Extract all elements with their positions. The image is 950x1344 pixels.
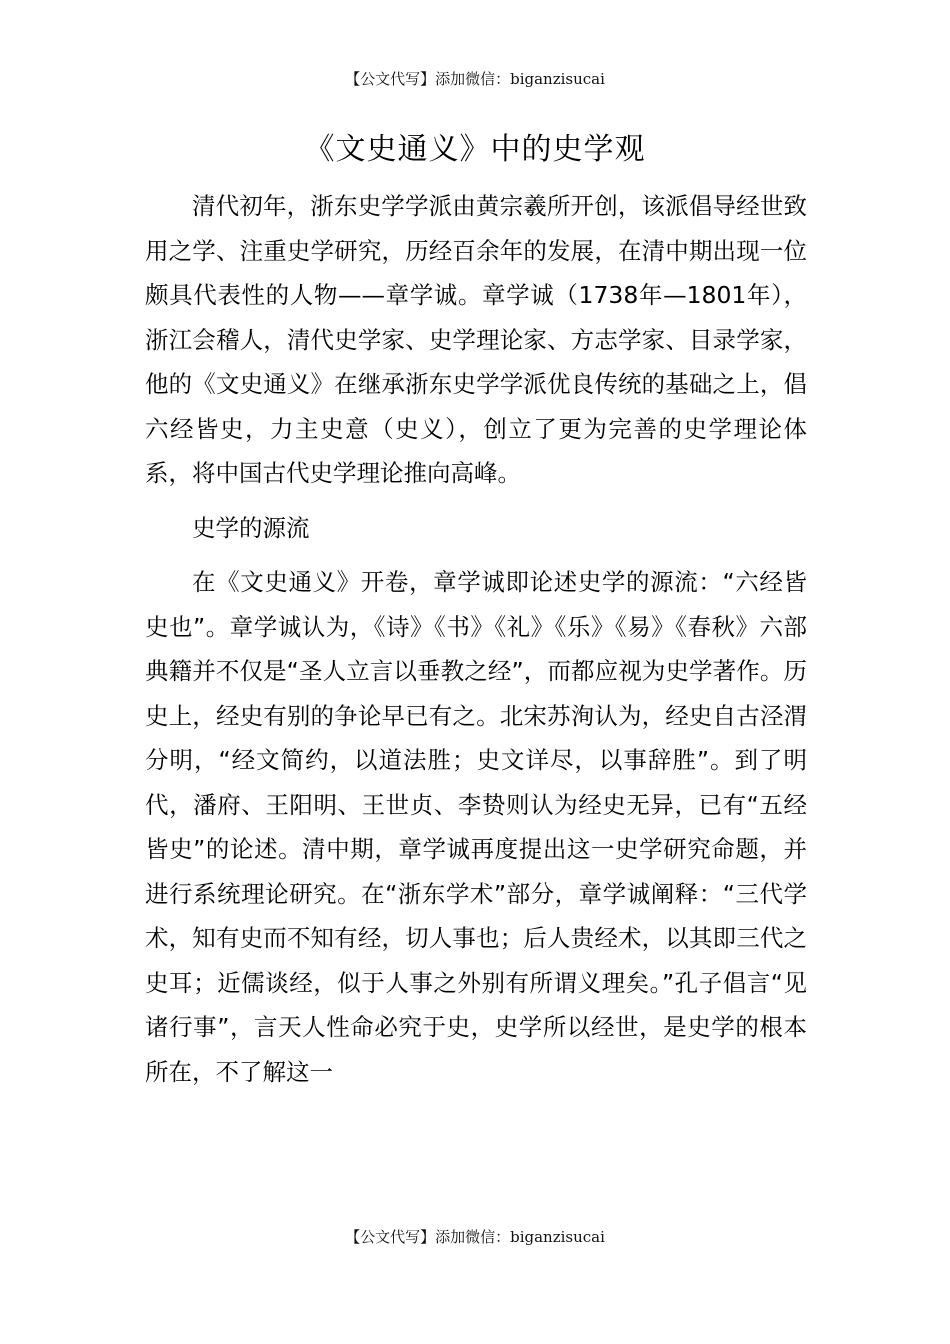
- page-title: 《文史通义》中的史学观: [304, 132, 646, 167]
- footer-watermark-note: 【公文代写】添加微信：biganzisucai: [345, 1228, 605, 1246]
- intro-paragraph: 清代初年，浙东史学学派由黄宗羲所开创，该派倡导经世致用之学、注重史学研究，历经百余年的发展，在清中期出现一位颇具代表性的人物——章学诚。章学诚（1738年—1801年），浙江会稽人，清代史学家、史学理论家、方志学家、目录学家，他的《文史通义》在继承浙东史学学派优良传统的基础之上，倡六经皆史，力主史意（史义），创立了更为完善的史学理论体系，将中国古代史学理论推向高峰。: [145, 192, 807, 487]
- section-heading: 史学的源流: [192, 513, 310, 542]
- body-paragraph: 在《文史通义》开卷，章学诚即论述史学的源流：“六经皆史也”。章学诚认为，《诗》《书》《礼》《乐》《易》《春秋》六部典籍并不仅是“圣人立言以垂教之经”，而都应视为史学著作。历史上，经史有别的争论早已有之。北宋苏洵认为，经史自古泾渭分明，“经文简约，以道法胜；史文详尽，以事辞胜”。到了明代，潘府、王阳明、王世贞、李贽则认为经史无异，已有“五经皆史”的论述。清中期，章学诚再度提出这一史学研究命题，并进行系统理论研究。在“浙东学术”部分，章学诚阐释：“三代学术，知有史而不知有经，切人事也；后人贵经术，以其即三代之史耳；近儒谈经，似于人事之外别有所谓义理矣。”孔子倡言“见诸行事”，言天人性命必究于史，史学所以经世，是史学的根本所在，不了解这一: [145, 568, 807, 1086]
- article-body: [145, 184, 807, 1104]
- header-watermark-note: 【公文代写】添加微信：biganzisucai: [345, 70, 605, 88]
